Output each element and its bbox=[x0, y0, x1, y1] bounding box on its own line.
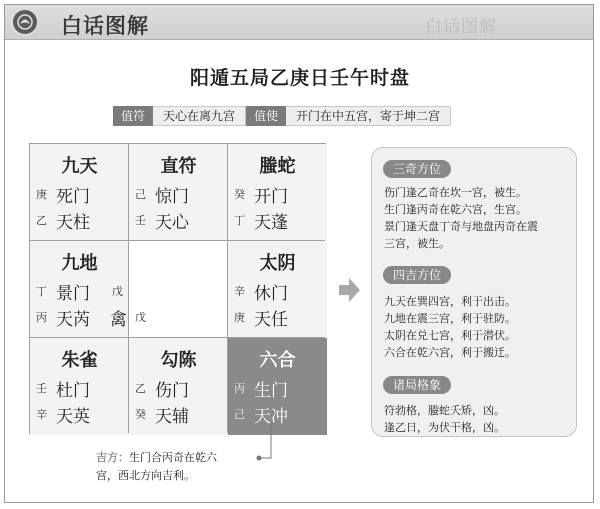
grid-cell-dui7 bbox=[228, 241, 327, 338]
arrow-right-icon bbox=[339, 277, 361, 303]
earth-stem: 庚 bbox=[234, 311, 245, 324]
extra-star: 禽 bbox=[110, 310, 127, 330]
earth-stem: 乙 bbox=[36, 214, 47, 227]
grid-cell-li9 bbox=[129, 144, 228, 241]
door-label: 死门 bbox=[56, 187, 90, 207]
section-text-geju bbox=[384, 402, 572, 436]
star-label: 天辅 bbox=[155, 407, 189, 427]
page-title: 阳遁五局乙庚日壬午时盘 bbox=[189, 67, 410, 89]
door-label: 惊门 bbox=[155, 187, 189, 207]
grid-cell-xun4 bbox=[30, 144, 129, 241]
deity-label: 太阴 bbox=[259, 253, 296, 274]
deity-label: 勾陈 bbox=[160, 350, 197, 371]
door-label: 开门 bbox=[254, 187, 288, 207]
heaven-stem: 辛 bbox=[234, 285, 245, 298]
center-stem: 戊 bbox=[135, 311, 146, 324]
heaven-stem: 丁 bbox=[36, 285, 47, 298]
deity-label: 螣蛇 bbox=[259, 156, 296, 177]
deity-label: 九天 bbox=[61, 156, 98, 177]
heaven-stem: 庚 bbox=[36, 188, 47, 201]
heaven-stem: 壬 bbox=[36, 382, 47, 395]
note-label: 吉方： bbox=[96, 451, 129, 464]
text-line: 生门逢丙奇在乾六宫，生宫。 bbox=[384, 203, 527, 216]
text-line: 太阴在兑七宫，利于潜伏。 bbox=[384, 329, 516, 342]
text-line: 九天在巽四宫，利于出击。 bbox=[384, 295, 516, 308]
text-line: 六合在乾六宫，利于搬迁。 bbox=[384, 346, 516, 359]
info-bar bbox=[113, 106, 451, 126]
earth-stem: 丁 bbox=[234, 214, 245, 227]
text-line: 符勃格，螣蛇夭矫，凶。 bbox=[384, 404, 505, 417]
door-label: 景门 bbox=[56, 284, 90, 304]
star-label: 天英 bbox=[56, 407, 90, 427]
header-ghost-title: 白话图解 bbox=[425, 17, 497, 37]
zhifu-value: 天心在离九宫 bbox=[153, 106, 246, 126]
analysis-panel bbox=[371, 147, 577, 437]
star-label: 天冲 bbox=[254, 407, 288, 427]
star-label: 天柱 bbox=[56, 213, 90, 233]
header-bar bbox=[5, 5, 593, 40]
grid-cell-gen8 bbox=[30, 338, 129, 435]
earth-stem: 癸 bbox=[135, 408, 146, 421]
star-label: 天芮 bbox=[56, 310, 90, 330]
section-text-sanqi bbox=[384, 184, 572, 252]
zhishi-label: 值使 bbox=[246, 106, 286, 126]
earth-stem: 丙 bbox=[36, 311, 47, 324]
text-line: 伤门逢乙奇在坎一宫，被生。 bbox=[384, 186, 527, 199]
grid-cell-kun2 bbox=[228, 144, 327, 241]
heaven-stem: 乙 bbox=[135, 382, 146, 395]
section-title-sanqi: 三奇方位 bbox=[383, 160, 451, 178]
zhishi-value: 开门在中五宫，寄于坤二宫 bbox=[286, 106, 451, 126]
section-title-siji: 四吉方位 bbox=[383, 266, 451, 284]
earth-stem: 壬 bbox=[135, 214, 146, 227]
deity-label: 九地 bbox=[61, 253, 98, 274]
zhifu-label: 值符 bbox=[113, 106, 153, 126]
logo-icon bbox=[11, 8, 39, 36]
deity-label: 朱雀 bbox=[61, 350, 98, 371]
header-title: 白话图解 bbox=[61, 14, 149, 38]
heaven-stem: 癸 bbox=[234, 188, 245, 201]
earth-stem: 己 bbox=[234, 408, 245, 421]
note-line: 宫，西北方向吉利。 bbox=[96, 469, 195, 482]
grid-cell-center5 bbox=[129, 241, 228, 338]
heaven-stem: 己 bbox=[135, 188, 146, 201]
note-line: 生门合丙奇在乾六 bbox=[129, 451, 217, 464]
text-line: 九地在震三宫，利于驻防。 bbox=[384, 312, 516, 325]
earth-stem: 辛 bbox=[36, 408, 47, 421]
text-line: 景门逢天盘丁奇与地盘丙奇在震 bbox=[384, 220, 538, 233]
grid-divider bbox=[30, 240, 325, 241]
grid-divider bbox=[227, 144, 228, 433]
deity-label: 直符 bbox=[160, 156, 197, 177]
heaven-stem: 丙 bbox=[234, 382, 245, 395]
door-label: 杜门 bbox=[56, 381, 90, 401]
deity-label: 六合 bbox=[259, 350, 296, 371]
door-label: 伤门 bbox=[155, 381, 189, 401]
grid-divider bbox=[128, 144, 129, 433]
grid-divider bbox=[30, 337, 325, 338]
door-label: 生门 bbox=[254, 381, 288, 401]
text-line: 三宫，被生。 bbox=[384, 237, 450, 250]
text-line: 逢乙日，为伏干格，凶。 bbox=[384, 421, 505, 434]
star-label: 天蓬 bbox=[254, 213, 288, 233]
qimen-grid bbox=[29, 143, 326, 434]
section-title-geju: 诸局格象 bbox=[383, 376, 451, 394]
section-text-siji bbox=[384, 293, 572, 361]
auspicious-note bbox=[96, 449, 276, 485]
grid-cell-kan1 bbox=[129, 338, 228, 435]
grid-cell-zhen3 bbox=[30, 241, 129, 338]
star-label: 天任 bbox=[254, 310, 288, 330]
extra-stem: 戊 bbox=[112, 285, 123, 298]
star-label: 天心 bbox=[155, 213, 189, 233]
door-label: 休门 bbox=[254, 284, 288, 304]
